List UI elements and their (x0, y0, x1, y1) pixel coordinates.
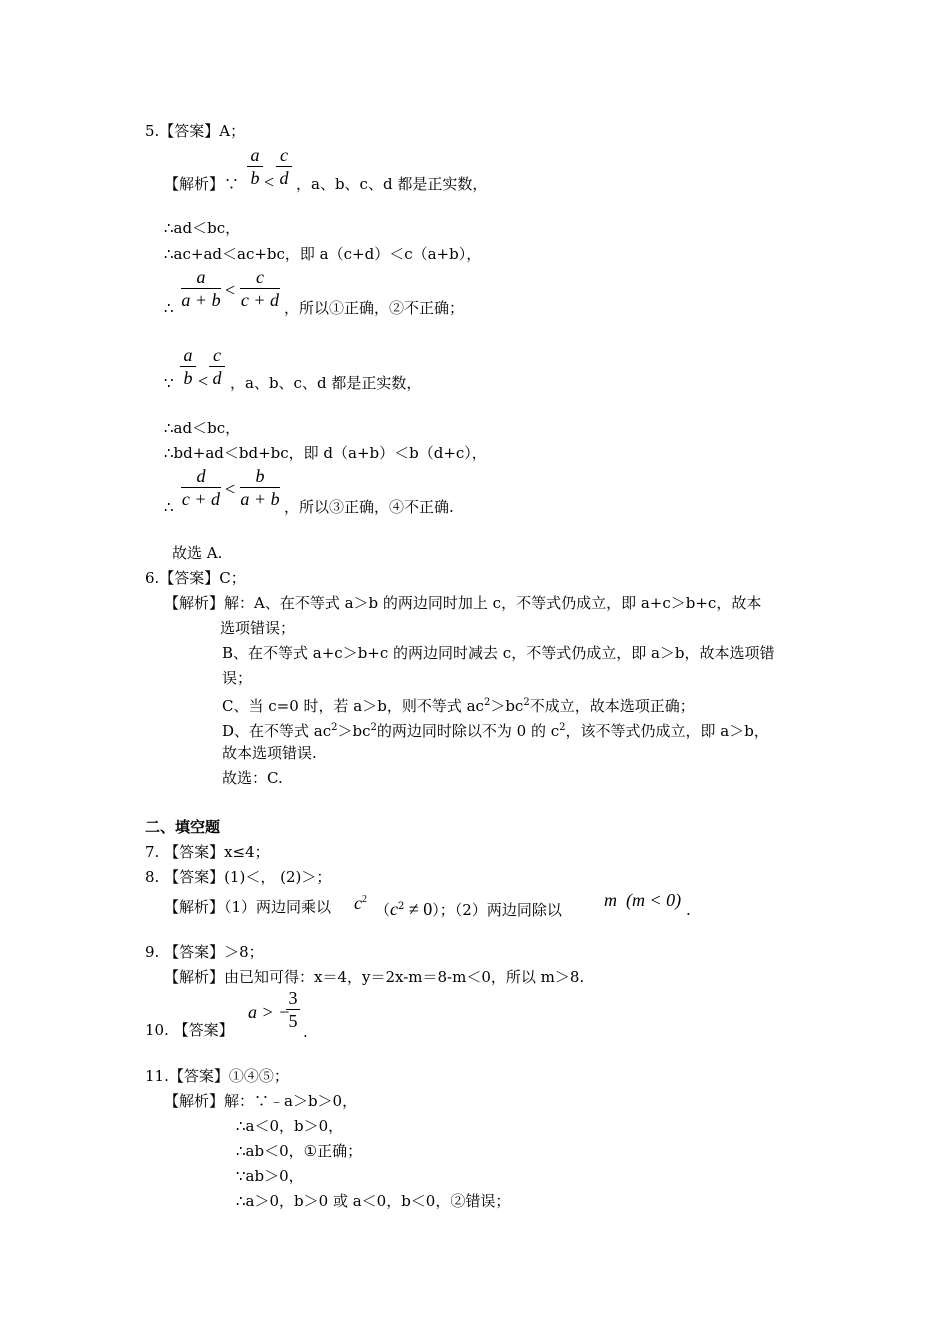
q10-end: . (303, 1023, 308, 1041)
q6-option-b-cont: 误； (222, 669, 253, 687)
section-title: 二、填空题 (145, 818, 221, 836)
q6-c-text: 不成立，故本选项正确； (529, 697, 695, 715)
q6-sup: 2 (559, 722, 566, 733)
q6-sup: 2 (483, 697, 491, 708)
q6-option-d-cont: 故本选项错误. (222, 744, 317, 762)
q5-line3: ∴ac+ad＜ac+bc，即 a（c+d）＜c（a+b）， (164, 245, 482, 263)
q5-frac-a-ab (181, 266, 221, 311)
q11-line4: ∵ab＞0， (236, 1167, 304, 1185)
q5-choose: 故选 A. (172, 544, 223, 562)
q5-frac-a-b-2 (180, 344, 196, 389)
q5-conclusion2: ，所以③正确，④不正确. (284, 498, 454, 516)
q8-answer: 8. 【答案】(1)＜， (2)＞； (145, 868, 332, 886)
q8-cond-c: c (390, 899, 399, 919)
q5-lt3: < (198, 371, 209, 391)
q5-analysis-prefix: 【解析】∵ (164, 175, 240, 193)
q5-frac-num: c (213, 345, 221, 365)
q6-option-d (222, 718, 769, 741)
q6-c-text: ＞bc (490, 697, 524, 715)
q5-line6: ∴ad＜bc， (164, 419, 241, 437)
q10-lhs: a > − (248, 1002, 291, 1022)
q5-frac-den: b (250, 168, 260, 188)
q5-frac-den: c + d (181, 489, 221, 509)
q5-frac-c-cd (240, 266, 280, 311)
q5-because: ∵ (164, 374, 174, 392)
q10-den: 5 (288, 1011, 298, 1031)
q11-line3: ∴ab＜0，①正确； (236, 1142, 363, 1160)
q9-answer: 9. 【答案】＞8； (145, 943, 264, 961)
q6-sup: 2 (523, 697, 530, 708)
q6-sup: 2 (331, 722, 338, 733)
q5-frac-b-ab (240, 465, 280, 510)
q9-analysis: 【解析】由已知可得：x＝4，y＝2x-m＝8-m＜0，所以 m＞8. (164, 968, 585, 986)
q5-positive-note-2: ，a、b、c、d 都是正实数， (230, 374, 422, 392)
q7-answer: 7. 【答案】x≤4； (145, 843, 270, 861)
q8-divide-text: ）；（2）两边同除以 (432, 901, 562, 919)
q5-frac-num: c (256, 267, 264, 287)
q6-d-text: 的两边同时除以不为 0 的 c (376, 722, 560, 740)
q8-sup: 2 (398, 901, 405, 912)
q10-frac (286, 987, 300, 1032)
q8-paren: （ (375, 901, 391, 919)
q8-c: c (354, 893, 362, 913)
q6-option-a: 【解析】解：A、在不等式 a＞b 的两边同时加上 c，不等式仍成立，即 a+c＞b+c，故本 (164, 594, 762, 612)
q5-frac-num: a (196, 267, 206, 287)
q5-therefore: ∴ (164, 299, 174, 317)
q11-line1: 【解析】解：∵﹣a＞b＞0， (164, 1092, 358, 1110)
q5-line2: ∴ad＜bc， (164, 219, 241, 237)
q6-option-b: B、在不等式 a+c＞b+c 的两边同时减去 c，不等式仍成立，即 a＞b，故本选项错 (222, 644, 775, 662)
q6-d-text: D、在不等式 ac (222, 722, 332, 740)
q8-cond (375, 897, 562, 920)
q6-answer: 6.【答案】C； (145, 569, 246, 587)
q6-d-text: ，该不等式仍成立，即 a＞b， (565, 722, 769, 740)
q8-analysis (164, 897, 331, 917)
q8-m-cond: (m < 0) (626, 890, 682, 910)
q6-c-text: C、当 c=0 时，若 a＞b，则不等式 ac (222, 697, 484, 715)
q5-frac-num: d (196, 466, 206, 486)
q5-frac-a-b (247, 144, 263, 189)
q5-frac-num: a (183, 345, 193, 365)
q5-frac-c-d-2 (209, 344, 225, 389)
q5-frac-num: a (250, 145, 260, 165)
q6-choose: 故选：C. (222, 769, 283, 787)
q6-option-c (222, 693, 695, 716)
q8-m-var: m (604, 890, 617, 910)
q5-lt: < (264, 172, 275, 192)
q5-therefore-2: ∴ (164, 498, 174, 516)
q6-sup: 2 (370, 722, 377, 733)
q5-line7: ∴bd+ad＜bd+bc，即 d（a+b）＜b（d+c）， (164, 444, 487, 462)
q5-frac-den: c + d (240, 290, 280, 310)
q8-sup: 2 (362, 894, 367, 905)
q8-c2 (354, 890, 367, 913)
q8-m (604, 890, 681, 910)
q5-lt4: < (225, 479, 236, 499)
q5-frac-den: d (279, 168, 289, 188)
q5-frac-num: b (255, 466, 265, 486)
q5-lt2: < (225, 280, 236, 300)
q8-cond-rest: ≠ 0 (404, 899, 433, 919)
q5-frac-den: a + b (181, 290, 221, 310)
q11-line5: ∴a＞0，b＞0 或 a＜0，b＜0，②错误； (236, 1192, 511, 1210)
q5-frac-den: b (183, 368, 193, 388)
q6-option-a-cont: 选项错误； (220, 619, 296, 637)
q5-frac-den: d (212, 368, 222, 388)
q5-frac-d-cd (181, 465, 221, 510)
q5-frac-num: c (280, 145, 288, 165)
q5-frac-c-d (276, 144, 292, 189)
q10-num: 3 (288, 988, 298, 1008)
q5-answer: 5.【答案】A； (145, 122, 246, 140)
q6-d-text: ＞bc (337, 722, 371, 740)
q5-conclusion1: ，所以①正确，②不正确； (284, 299, 465, 317)
q10-label: 10. 【答案】 (145, 1021, 234, 1039)
q5-positive-note: ，a、b、c、d 都是正实数， (296, 175, 488, 193)
q8-analysis-text: 【解析】（1）两边同乘以 (164, 898, 332, 916)
q5-frac-den: a + b (240, 489, 280, 509)
q11-line2: ∴a＜0，b＞0， (236, 1117, 344, 1135)
q8-end: . (686, 901, 691, 919)
q11-answer: 11.【答案】①④⑤； (145, 1067, 289, 1085)
